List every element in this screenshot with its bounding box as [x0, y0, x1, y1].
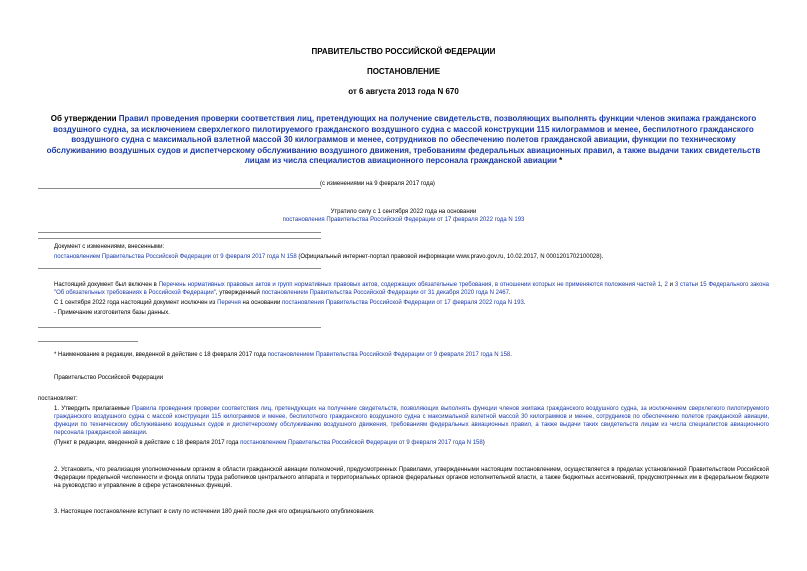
- paragraph-3: [38, 508, 769, 516]
- divider: [38, 188, 321, 189]
- lost-force-notice: [38, 208, 769, 224]
- changes-link[interactable]: постановлением Правительства Российской Федерации от 9 февраля 2017 года N 158: [54, 254, 297, 260]
- inclusion-list-link[interactable]: Перечень нормативных правовых актов и групп нормативных правовых актов, содержащих обязательные требования, в отношении которых не применяются положения частей 1: [158, 282, 661, 288]
- footnote-text: * Наименование в редакции, введенной в действие с 18 февраля 2017 года: [54, 352, 268, 358]
- footnote: [38, 351, 769, 359]
- title-prefix: Об утверждении: [50, 114, 119, 123]
- inclusion-decree-link[interactable]: постановлением Правительства Российской Федерации от 31 декабря 2020 года N 2467: [261, 290, 509, 296]
- paragraph-1: [38, 405, 769, 447]
- excluded-list-link[interactable]: Перечня: [217, 300, 241, 306]
- document-title: [42, 114, 765, 167]
- inclusion-part2-link[interactable]: 2: [664, 282, 668, 288]
- government-heading: ПРАВИТЕЛЬСТВО РОССИЙСКОЙ ФЕДЕРАЦИИ: [311, 47, 496, 56]
- inclusion-text: и: [667, 282, 675, 288]
- paragraph-1-note-link[interactable]: постановлением Правительства Российской Федерации от 9 февраля 2017 года N 158: [240, 440, 483, 446]
- divider: [38, 238, 321, 239]
- paragraph-1-note: (Пункт в редакции, введенной в действие с 18 февраля 2017 года: [54, 440, 241, 446]
- paragraph-1-note: ): [482, 440, 485, 446]
- inclusion-text: Настоящий документ был включен в: [54, 282, 159, 288]
- inclusion-law-link[interactable]: 3 статьи 15 Федерального закона "Об обязательных требованиях в Российской Федерации": [54, 282, 769, 296]
- title-suffix: *: [556, 156, 563, 166]
- changes-label: Документ с изменениями, внесенными:: [54, 244, 165, 250]
- footnote-text: .: [510, 352, 512, 358]
- footnote-link[interactable]: постановлением Правительства Российской Федерации от 9 февраля 2017 года N 158: [267, 352, 511, 358]
- amendments-note: (с изменениями на 9 февраля 2017 года): [320, 181, 435, 187]
- lost-force-link[interactable]: постановления Правительства Российской Федерации от 17 февраля 2022 года N 193: [282, 217, 525, 223]
- inclusion-notice: [38, 281, 769, 317]
- inclusion-text: , утвержденный: [215, 290, 262, 296]
- divider: [38, 232, 321, 233]
- changes-notice: [38, 243, 769, 261]
- excluded-text: С 1 сентября 2022 года настоящий документ исключен из: [54, 300, 218, 306]
- government-subject-text: Правительство Российской Федерации: [54, 375, 164, 381]
- title-rules-link[interactable]: Правил проведения проверки соответствия лиц, претендующих на получение свидетельств, позволяющих выполнять функции членов экипажа гражданского воздушного судна, за исключением сверхлегкого пилотируемого гражданского воздушного судна с массой конструкции 115 килограммов и менее, беспилотного гражданского воздушного судна с максимальной взлетной массой 30 килограммов и менее, сотрудников по обеспечению полетов гражданской авиации, функции по техническому обслуживанию воздушных судов и диспетчерскому обслуживанию воздушного движения, требованиям федеральных авиационных правил, а также выдачи таких свидетельств лицам из числа специалистов авиационного персонала гражданской авиации: [46, 114, 761, 166]
- paragraph-2: [38, 466, 769, 490]
- resolves-label: постановляет:: [38, 396, 78, 402]
- paragraph-1-text: 1. Утвердить прилагаемые: [54, 406, 132, 412]
- paragraph-1-text: .: [145, 430, 148, 436]
- paragraph-1-rules-link[interactable]: Правила проведения проверки соответствия лиц, претендующих на получение свидетельств, позволяющих выполнять функции членов экипажа гражданского воздушного судна, за исключением сверхлегкого пилотируемого гражданского воздушного судна с массой конструкции 115 килограммов и менее, беспилотного гражданского воздушного судна с максимальной взлетной массой 30 килограммов и менее, сотрудников по обеспечению полетов гражданской авиации, функции по техническому обслуживанию воздушных судов и диспетчерскому обслуживанию воздушного движения, требованиям федеральных авиационных правил, а также выдачи таких свидетельств лицам из числа специалистов авиационного персонала гражданской авиации: [54, 406, 769, 436]
- paragraph-3-text: 3. Настоящее постановление вступает в силу по истечении 180 дней после дня его официального опубликования.: [54, 509, 375, 515]
- excluded-decree-link[interactable]: постановления Правительства Российской Федерации от 17 февраля 2022 года N 193: [282, 300, 524, 306]
- document-date: от 6 августа 2013 года N 670: [348, 87, 459, 96]
- inclusion-text: .: [508, 290, 511, 296]
- changes-source: (Официальный интернет-портал правовой информации www.pravo.gov.ru, 10.02.2017, N 0001201702100028).: [296, 254, 604, 260]
- document-type-heading: ПОСТАНОВЛЕНИЕ: [366, 67, 441, 76]
- paragraph-2-text: 2. Установить, что реализация уполномоченным органом в области гражданской авиации полномочий, предусмотренных Правилами, утвержденными настоящим постановлением, осуществляется в пределах установленной Правительством Российской Федерации предельной численности и фонда оплаты труда работников центрального аппарата и территориальных органов федеральных органов исполнительной власти, а также бюджетных ассигнований, предусмотренных им в федеральном бюджете на руководство и управление в сфере установленных функций.: [54, 467, 769, 489]
- divider: [38, 327, 321, 328]
- lost-force-text: Утратило силу с 1 сентября 2022 года на основании: [330, 209, 477, 215]
- government-subject: [38, 374, 769, 382]
- excluded-text: на основании: [240, 300, 282, 306]
- divider: [38, 268, 321, 269]
- excluded-text: .: [523, 300, 526, 306]
- inclusion-text: ,: [660, 282, 665, 288]
- db-note: - Примечание изготовителя базы данных.: [54, 310, 170, 316]
- footnote-divider: [38, 341, 138, 342]
